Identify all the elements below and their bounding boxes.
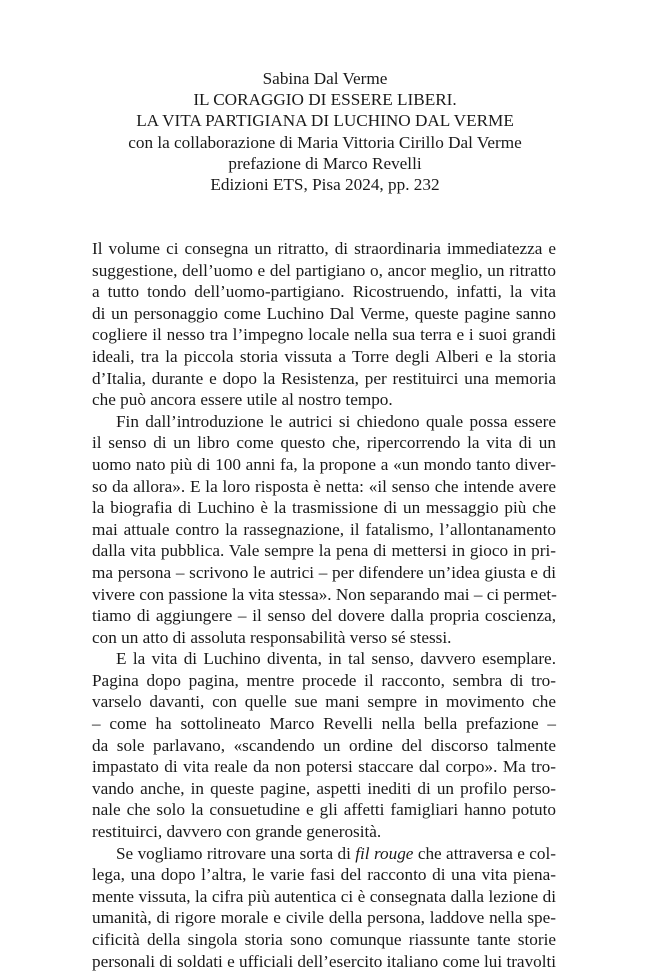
text-line: vivere con passione la vita stessa». Non separando mai – ci permet- — [92, 584, 557, 604]
paragraph — [92, 648, 556, 842]
text-line: cificità della singola storia sono comunque riassunte tante storie — [92, 930, 556, 949]
text-line: suggestione, dell’uomo e del partigiano o, ancor meglio, un ritratto — [92, 260, 556, 280]
paragraph — [92, 411, 556, 649]
text-line: personali di soldati e ufficiali dell’esercito italiano come lui travolti — [92, 951, 557, 971]
italic-phrase: fil rouge — [355, 843, 414, 863]
text-line: Pagina dopo pagina, mentre procede il racconto, sembra di tro- — [92, 670, 556, 690]
text-line: tiamo di aggiungere – il senso del dovere dalla propria coscienza, — [92, 606, 556, 626]
text-line: – come ha sottolineato Marco Revelli nella bella prefazione – — [92, 714, 556, 734]
text-line: d’Italia, durante e dopo la Resistenza, per restituirci una memoria — [92, 368, 556, 388]
text-line: umanità, di rigore morale e civile della persona, laddove nella spe- — [92, 908, 556, 928]
preface-credit: prefazione di Marco Revelli — [228, 153, 422, 173]
text-line: ma persona – scrivono le autrici – per difendere un’idea giusta e di — [92, 562, 556, 582]
text-line: lega, una dopo l’altra, le varie fasi del racconto di una vita piena- — [92, 865, 556, 885]
text-line: di un personaggio come Luchino Dal Verme, queste pagine sanno — [92, 303, 556, 323]
book-title-line-1: IL CORAGGIO DI ESSERE LIBERI. — [193, 90, 457, 110]
book-title-line-2: LA VITA PARTIGIANA DI LUCHINO DAL VERME — [136, 111, 514, 131]
paragraph — [92, 238, 556, 411]
text-line: nale che solo la consuetudine e gli affetti famigliari hanno potuto — [92, 800, 556, 820]
collaboration-credit: con la collaborazione di Maria Vittoria Cirillo Dal Verme — [128, 132, 522, 152]
review-body — [92, 238, 556, 972]
text-line: E la vita di Luchino diventa, in tal senso, davvero esemplare. — [116, 649, 556, 669]
text-line: da sole parlavano, «scandendo un ordine del discorso talmente — [92, 735, 556, 755]
text-line: ideali, tra la piccola storia vissuta a Torre degli Alberi e la storia — [92, 346, 556, 366]
text-line: Fin dall’introduzione le autrici si chiedono quale possa essere — [116, 411, 556, 431]
text-line: il senso di un libro come questo che, ripercorrendo la vita di un — [92, 433, 556, 453]
text-line: Il volume ci consegna un ritratto, di straordinaria immediatezza e — [92, 239, 556, 258]
text-run: che attraversa e col- — [413, 843, 556, 863]
text-run: Se vogliamo ritrovare una sorta di — [116, 843, 356, 863]
publisher-info: Edizioni ETS, Pisa 2024, pp. 232 — [210, 175, 440, 195]
text-line: uomo nato più di 100 anni fa, la propone a «un mondo tanto diver- — [92, 454, 556, 474]
author-name: Sabina Dal Verme — [262, 69, 388, 88]
text-line: varselo davanti, con quelle sue mani sempre in movimento che — [92, 692, 556, 712]
paragraph — [92, 843, 556, 973]
book-header — [0, 68, 650, 195]
text-line: cogliere il nesso tra l’impegno locale nella sua terra e i suoi grandi — [92, 325, 556, 345]
text-line — [92, 843, 556, 865]
text-line: restituirci, davvero con grande generosità. — [92, 822, 382, 842]
text-line: vando anche, in queste pagine, aspetti inediti di un profilo perso- — [92, 778, 556, 798]
text-line: dalla vita pubblica. Vale sempre la pena di mettersi in gioco in pri- — [92, 541, 556, 561]
text-line: impastato di vita reale da non potersi staccare dal corpo». Ma tro- — [92, 757, 556, 777]
text-line: mente vissuta, la cifra più autentica ci è consegnata dalla lezione di — [92, 886, 556, 906]
text-line: a tutto tondo dell’uomo-partigiano. Ricostruendo, infatti, la vita — [92, 282, 556, 302]
text-line: mai attuale contro la rassegnazione, il fatalismo, l’allontanamento — [92, 519, 556, 539]
text-line: la biografia di Luchino è la trasmissione di un messaggio più che — [92, 498, 556, 518]
text-line: con un atto di assoluta responsabilità verso sé stessi. — [92, 627, 452, 647]
text-line: so da allora». E la loro risposta è netta: «il senso che intende avere — [92, 476, 556, 496]
text-line: che può ancora essere utile al nostro tempo. — [92, 390, 393, 410]
